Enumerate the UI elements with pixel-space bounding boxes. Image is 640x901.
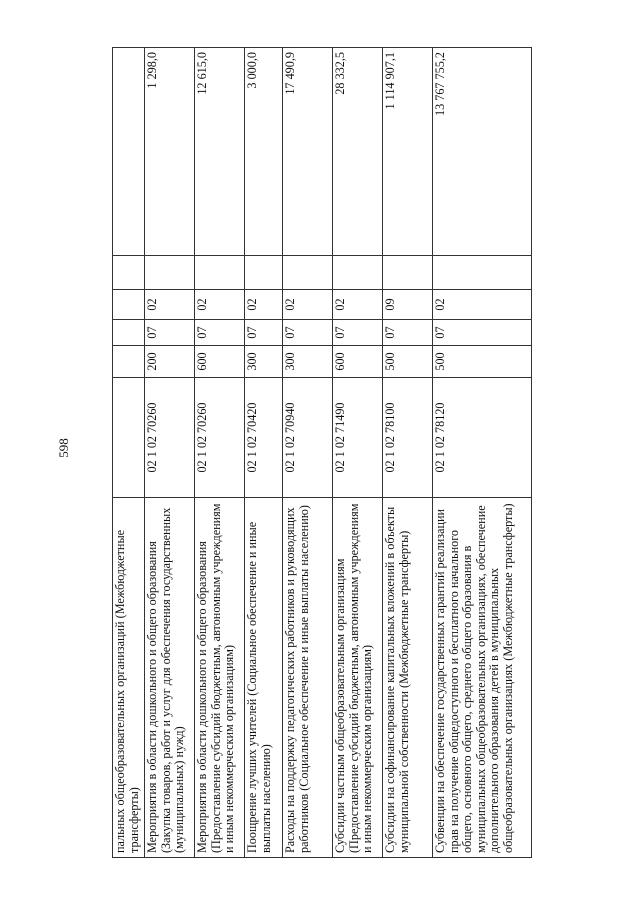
row-name: пальных общеобразовательных организаций (Межбюджетные трансферты) xyxy=(113,498,145,858)
row-rz: 07 xyxy=(195,320,245,346)
budget-table xyxy=(112,47,532,858)
row-pr: 02 xyxy=(195,290,245,320)
row-pr: 02 xyxy=(283,290,333,320)
table-row xyxy=(383,48,433,858)
table-row xyxy=(113,48,145,858)
row-blank xyxy=(333,256,383,290)
row-code: 02 1 02 78120 xyxy=(433,378,532,498)
row-pr: 02 xyxy=(433,290,532,320)
row-blank xyxy=(245,256,283,290)
row-pr: 09 xyxy=(383,290,433,320)
row-blank xyxy=(145,256,195,290)
row-rz: 07 xyxy=(333,320,383,346)
row-code: 02 1 02 70260 xyxy=(195,378,245,498)
row-rz: 07 xyxy=(283,320,333,346)
row-vr: 600 xyxy=(333,346,383,378)
row-name: Субсидии частным общеобразовательным организациям (Предоставление субсидий бюджетным, автономным учреждениям и иным некоммерческим организациям) xyxy=(333,498,383,858)
row-name: Поощрение лучших учителей (Социальное обеспечение и иные выплаты населению) xyxy=(245,498,283,858)
row-code xyxy=(113,378,145,498)
row-vr: 500 xyxy=(433,346,532,378)
row-blank xyxy=(283,256,333,290)
row-sum: 1 298,0 xyxy=(145,48,195,256)
table-row xyxy=(333,48,383,858)
row-name: Расходы на поддержку педагогических работников и руководящих работников (Социальное обеспечение и иные выплаты населению) xyxy=(283,498,333,858)
row-code: 02 1 02 78100 xyxy=(383,378,433,498)
row-blank xyxy=(383,256,433,290)
row-rz: 07 xyxy=(383,320,433,346)
row-pr: 02 xyxy=(145,290,195,320)
row-pr: 02 xyxy=(245,290,283,320)
rotated-table-container xyxy=(112,48,532,858)
row-vr: 300 xyxy=(245,346,283,378)
row-code: 02 1 02 71490 xyxy=(333,378,383,498)
table-row xyxy=(145,48,195,858)
row-vr: 200 xyxy=(145,346,195,378)
row-pr xyxy=(113,290,145,320)
row-vr: 300 xyxy=(283,346,333,378)
row-vr: 500 xyxy=(383,346,433,378)
table-row xyxy=(245,48,283,858)
row-sum xyxy=(113,48,145,256)
row-blank xyxy=(195,256,245,290)
table-row xyxy=(283,48,333,858)
row-vr xyxy=(113,346,145,378)
table-row xyxy=(195,48,245,858)
row-name: Субсидии на софинансирование капитальных вложений в объекты муниципальной собственности (Межбюджетные трансферты) xyxy=(383,498,433,858)
row-name: Мероприятия в области дошкольного и общего образования (Закупка товаров, работ и услуг для обеспечения государственных (муниципальных) нужд) xyxy=(145,498,195,858)
row-pr: 02 xyxy=(333,290,383,320)
row-code: 02 1 02 70940 xyxy=(283,378,333,498)
row-rz: 07 xyxy=(145,320,195,346)
row-code: 02 1 02 70420 xyxy=(245,378,283,498)
row-code: 02 1 02 70260 xyxy=(145,378,195,498)
row-name: Субвенции на обеспечение государственных гарантий реализации прав на получение общедоступного и бесплатного начального общего, основного общего, среднего общего образования в муниципальных общеобразовательных организациях, обеспечение дополнительного образования детей в муниципальных общеобразовательных организациях (Межбюджетные трансферты) xyxy=(433,498,532,858)
row-blank xyxy=(433,256,532,290)
row-vr: 600 xyxy=(195,346,245,378)
row-rz: 07 xyxy=(433,320,532,346)
row-sum: 1 114 907,1 xyxy=(383,48,433,256)
page-number: 598 xyxy=(56,438,71,458)
row-sum: 13 767 755,2 xyxy=(433,48,532,256)
row-name: Мероприятия в области дошкольного и общего образования (Предоставление субсидий бюджетным, автономным учреждениям и иным некоммерческим организациям) xyxy=(195,498,245,858)
table-row xyxy=(433,48,532,858)
row-sum: 3 000,0 xyxy=(245,48,283,256)
row-sum: 28 332,5 xyxy=(333,48,383,256)
row-rz: 07 xyxy=(245,320,283,346)
row-sum: 12 615,0 xyxy=(195,48,245,256)
row-rz xyxy=(113,320,145,346)
row-blank xyxy=(113,256,145,290)
row-sum: 17 490,9 xyxy=(283,48,333,256)
